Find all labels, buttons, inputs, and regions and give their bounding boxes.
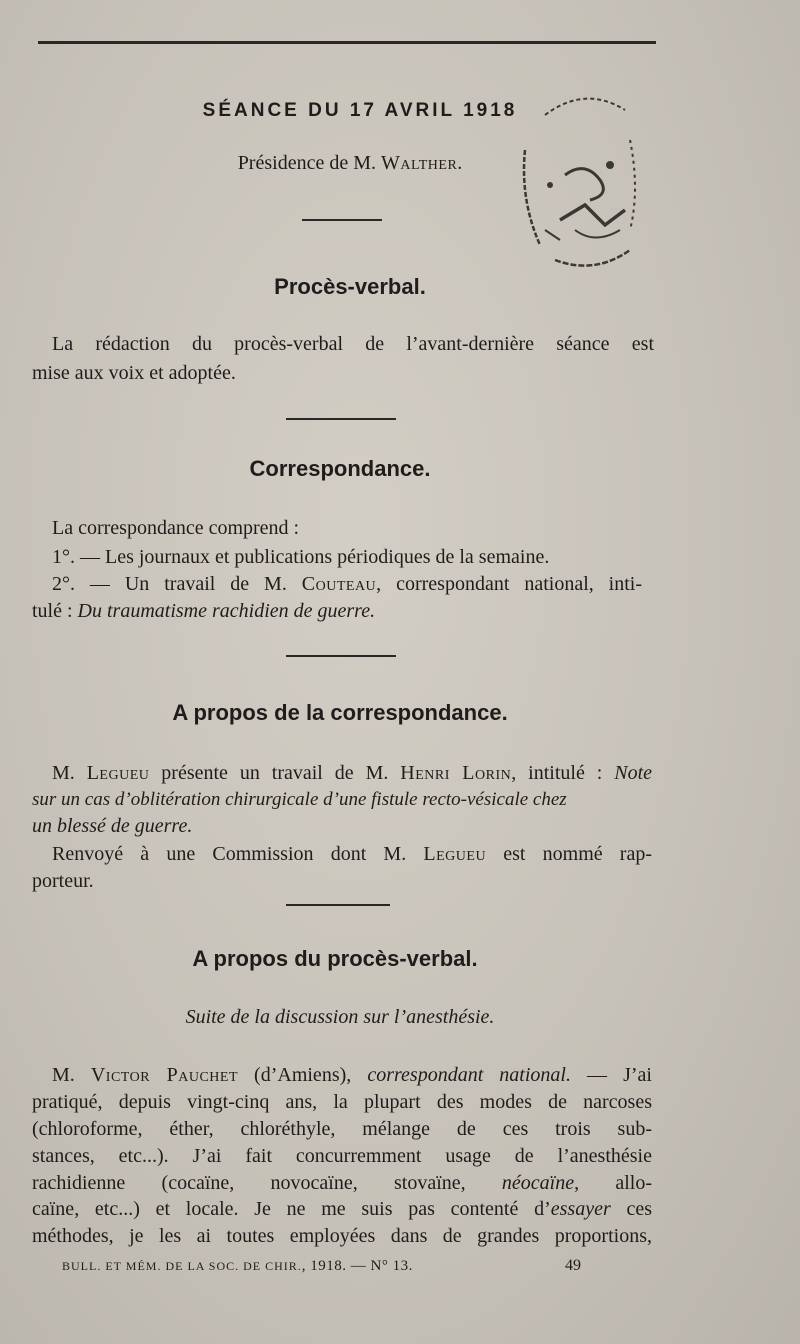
paragraph-line: rachidienne (cocaïne, novocaïne, stovaïne, néocaïne, allo- [32,1172,653,1194]
session-title: SÉANCE DU 17 AVRIL 1918 [202,100,518,121]
paragraph-line: (chloroforme, éther, chloréthyle, mélange de ces trois sub- [32,1118,652,1140]
separator-rule [286,655,396,657]
section-heading-a-propos-proces-verbal: A propos du procès-verbal. [192,946,478,971]
paragraph-line: méthodes, je les ai toutes employées dans de grandes proportions, [32,1225,652,1247]
paragraph-line: pratiqué, depuis vingt-cinq ans, la plupart des modes de narcoses [32,1091,652,1113]
work-title: un blessé de guerre. [32,815,193,837]
separator-rule [302,219,382,221]
work-title: Du traumatisme rachidien de guerre. [77,600,376,622]
section-heading-correspondance: Correspondance. [249,456,431,481]
journal-name: BULL. ET MÉM. DE LA SOC. DE CHIR. [62,1259,302,1273]
top-rule [38,41,656,44]
list-item: 2°. — Un travail de M. Couteau, correspondant national, inti- [52,573,643,595]
work-title: sur un cas d’oblitération chirurgicale d’une fistule recto-vésicale chez [32,789,567,810]
person-name: Victor Pauchet [90,1064,238,1086]
list-item: 1°. — Les journaux et publications périodiques de la semaine. [52,546,550,568]
issue-info: , 1918. — N° 13. [301,1258,413,1274]
person-name: Legueu [86,762,150,784]
paragraph-line: stances, etc...). J’ai fait concurremment usage de l’anesthésie [32,1145,652,1167]
person-name: Couteau [301,573,377,595]
page-footer [62,1258,582,1275]
paragraph-line: tulé : Du traumatisme rachidien de guerre. [32,600,376,622]
paragraph-line: mise aux voix et adoptée. [32,362,236,384]
paragraph-line: porteur. [32,870,94,892]
paragraph-line: Renvoyé à une Commission dont M. Legueu est nommé rap- [52,843,653,865]
paragraph-line: M. Victor Pauchet (d’Amiens), correspondant national. — J’ai [52,1064,652,1086]
library-stamp-icon [515,80,645,275]
page-number: 49 [565,1257,581,1274]
section-heading-a-propos-correspondance: A propos de la correspondance. [172,700,508,725]
person-name: Legueu [423,843,487,865]
separator-rule [286,904,390,906]
paragraph-line: M. Legueu présente un travail de M. Henri Lorin, intitulé : Note [52,762,653,784]
presidence-line: Présidence de M. Walther. [237,152,463,174]
paragraph-line: caïne, etc...) et locale. Je ne me suis pas contenté d’essayer ces [32,1198,652,1220]
person-name: Henri Lorin [400,762,512,784]
president-name: Walther [380,152,458,174]
paragraph-line: La correspondance comprend : [52,517,300,539]
paragraph-line: La rédaction du procès-verbal de l’avant-dernière séance est [52,333,654,355]
section-heading-proces-verbal: Procès-verbal. [274,274,426,299]
separator-rule [286,418,396,420]
section-subtitle: Suite de la discussion sur l’anesthésie. [185,1006,495,1028]
